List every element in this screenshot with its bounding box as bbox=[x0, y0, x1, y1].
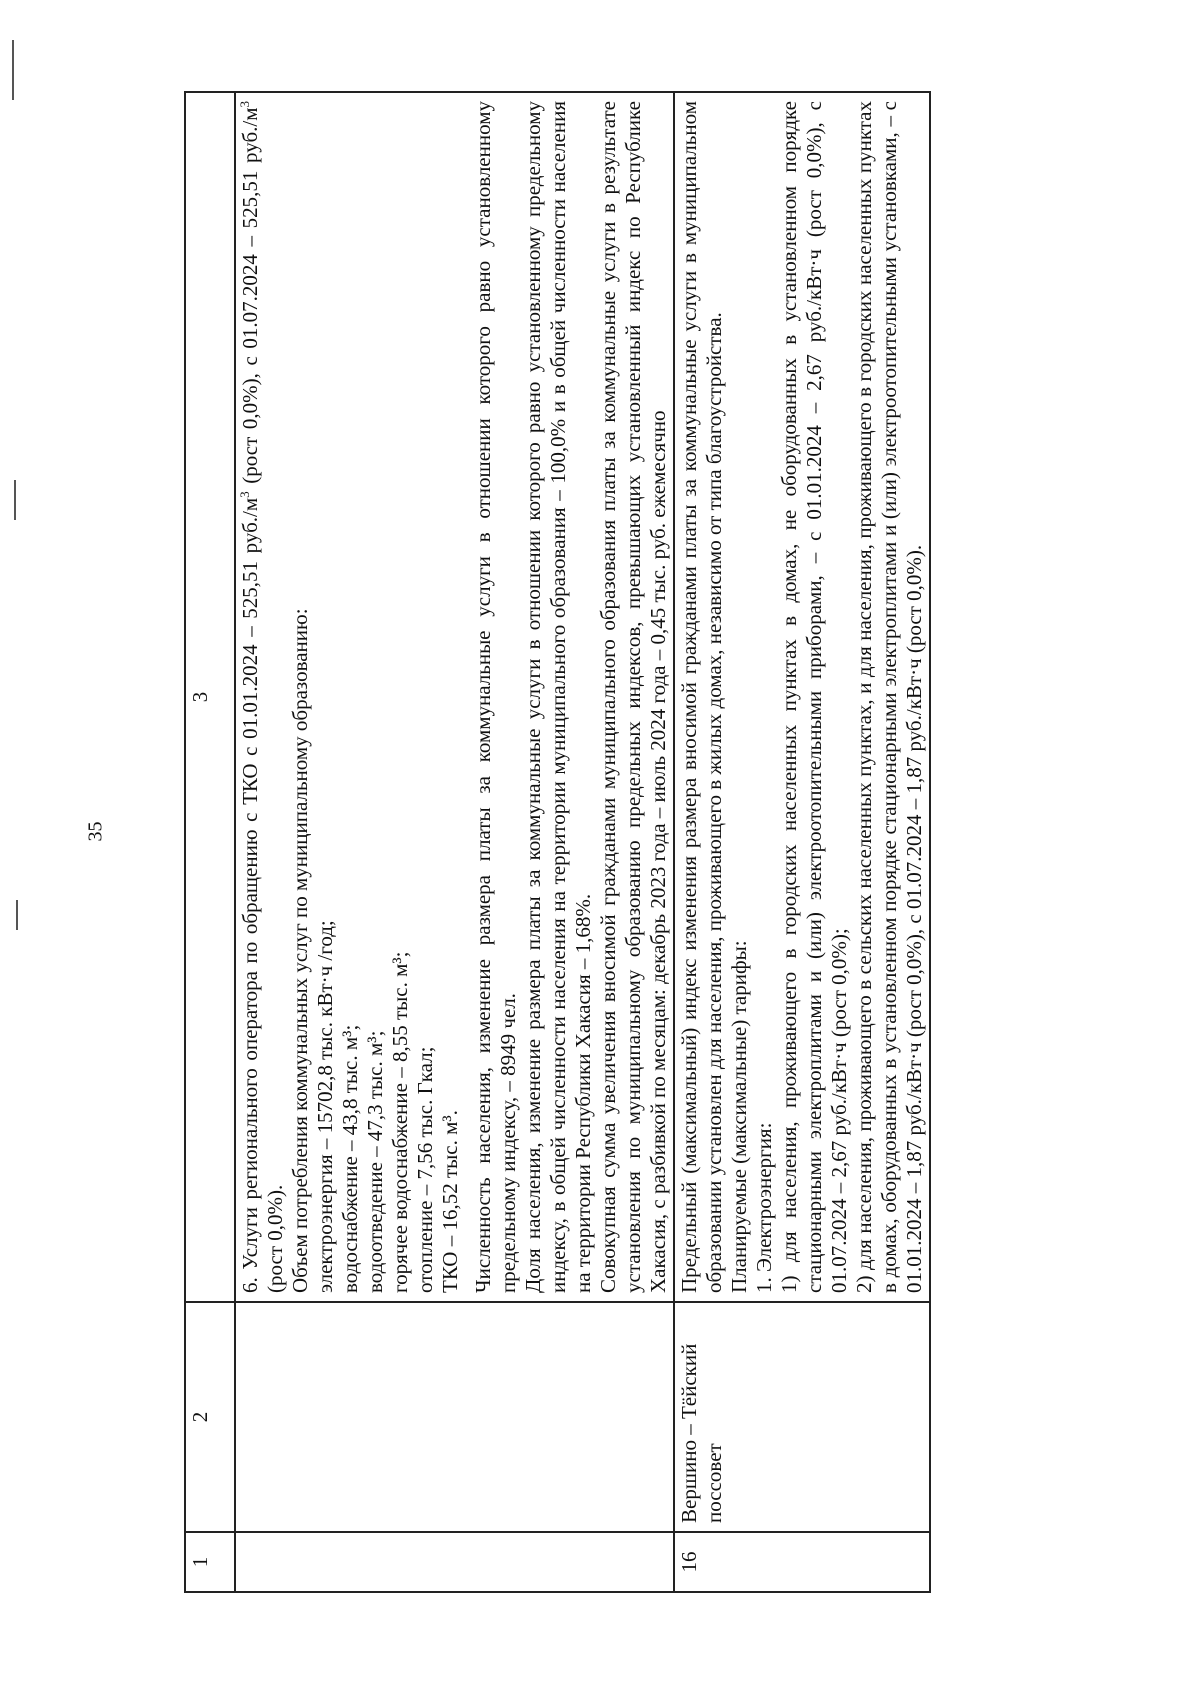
paragraph: Доля населения, изменение размера платы за коммунальные услуги в отношении которого равно установленному предельному индексу, в общей численности населения на территории муниципального образования – 100,0% и в общей численности населения на территории Республики Хакасия – 1,68%. bbox=[521, 101, 595, 1293]
municipality-name: Вершино – Тёйский поссовет bbox=[674, 1302, 930, 1532]
municipality-name bbox=[235, 1302, 674, 1532]
scan-edge-mark bbox=[14, 480, 16, 520]
header-col-3: 3 bbox=[185, 92, 235, 1302]
table-row bbox=[674, 92, 930, 1592]
scan-edge-mark bbox=[12, 40, 14, 100]
paragraph: 6. Услуги регионального оператора по обращению с ТКО с 01.01.2024 – 525,51 $руб./м^3$ (рост 0,0%), с 01.07.2024 – 525,51 $руб./м^3$ (рост 0,0%). bbox=[237, 101, 287, 1293]
rotated-table-container bbox=[184, 93, 1084, 1593]
tariff-table bbox=[184, 91, 931, 1593]
paragraph: отопление – 7,56 тыс. Гкал; bbox=[413, 1046, 437, 1293]
row-content bbox=[674, 92, 930, 1302]
paragraph: 2) для населения, проживающего в сельских населенных пунктах, и для населения, проживающего в городских населенных пунктах в домах, оборудованных в установленном порядке стационарными электроплитами и (или) электроотопительными установками, – с 01.01.2024 – 1,87 руб./кВт·ч (рост 0,0%), с 01.07.2024 – 1,87 руб./кВт·ч (рост 0,0%). bbox=[852, 101, 926, 1293]
row-content bbox=[235, 92, 674, 1302]
paragraph: 1. Электроэнергия: bbox=[752, 1122, 776, 1293]
paragraph: 1) для населения, проживающего в городских населенных пунктах в домах, не оборудованных в установленном порядке стационарными электроплитами и (или) электроотопительными приборами, – с 01.01.2024 – 2,67 руб./кВт·ч (рост 0,0%), с 01.07.2024 – 2,67 руб./кВт·ч (рост 0,0%); bbox=[777, 101, 851, 1293]
header-col-2: 2 bbox=[185, 1302, 235, 1532]
header-col-1: 1 bbox=[185, 1532, 235, 1592]
row-number bbox=[235, 1532, 674, 1592]
table-row bbox=[235, 92, 674, 1592]
row-number: 16 bbox=[674, 1532, 930, 1592]
paragraph: Совокупная сумма увеличения вносимой гражданами муниципального образования платы за коммунальные услуги в результате установления по муниципальному образованию предельных индексов, превышающих установленный индекс по Республике Хакасия, с разбивкой по месяцам: декабрь 2023 года – июль 2024 года – 0,45 тыс. руб. ежемесячно bbox=[596, 101, 670, 1293]
paragraph: Численность населения, изменение размера платы за коммунальные услуги в отношении которого равно установленному предельному индексу, – 8949 чел. bbox=[471, 101, 520, 1293]
paragraph: электроэнергия – 15702,8 тыс. кВт·ч /год; bbox=[313, 920, 337, 1293]
scan-edge-mark bbox=[16, 900, 18, 930]
paragraph: водоснабжение – 43,8 тыс. м³; bbox=[338, 1024, 362, 1293]
paragraph: горячее водоснабжение – 8,55 тыс. м³; bbox=[388, 951, 412, 1293]
paragraph: Предельный (максимальный) индекс изменения размера вносимой гражданами платы за коммунальные услуги в муниципальном образовании установлен для населения, проживающего в жилых домах, независимо от типа благоустройства. bbox=[677, 101, 726, 1293]
page-number: 35 bbox=[84, 821, 107, 842]
table-header-row bbox=[185, 92, 235, 1592]
paragraph: ТКО – 16,52 тыс. м³. bbox=[438, 1110, 462, 1293]
paragraph: Планируемые (максимальные) тарифы: bbox=[727, 940, 751, 1293]
paragraph: водоотведение – 47,3 тыс. м³; bbox=[363, 1030, 387, 1293]
paragraph: Объем потребления коммунальных услуг по муниципальному образованию: bbox=[288, 608, 312, 1293]
